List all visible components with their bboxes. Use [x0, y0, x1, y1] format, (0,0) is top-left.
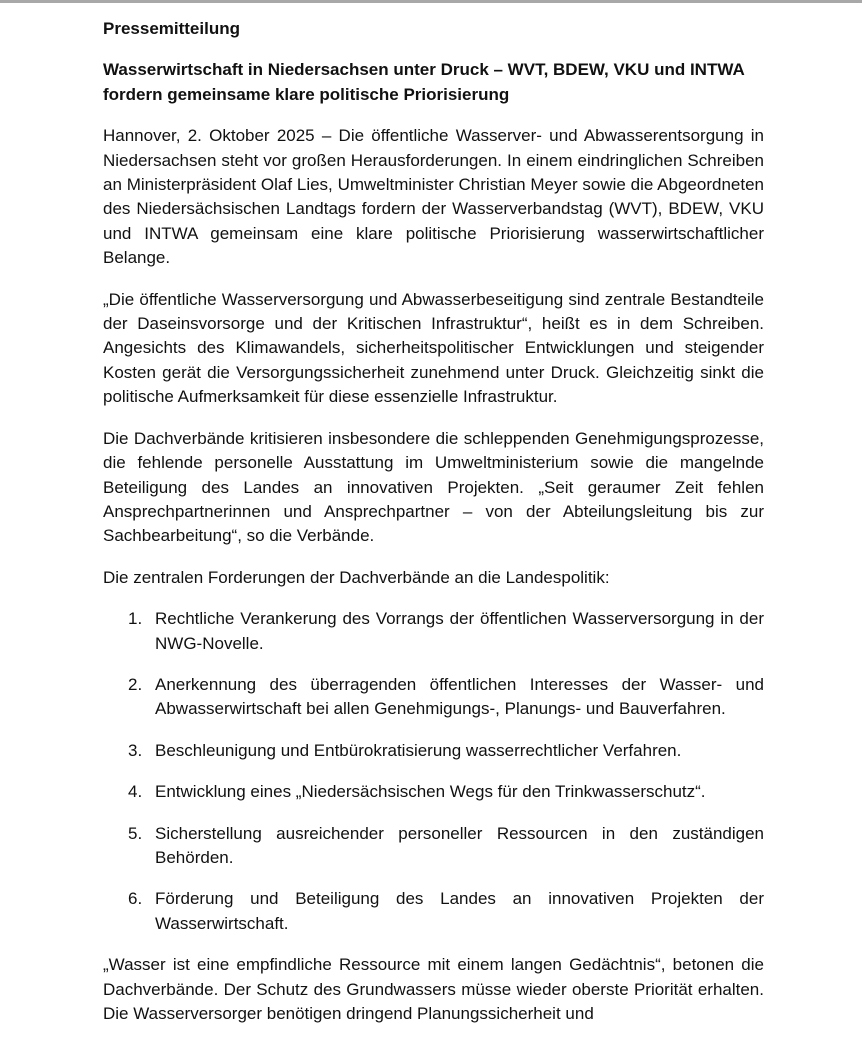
list-item-number: 3. — [128, 740, 143, 760]
document-page — [103, 17, 764, 1043]
list-item-number: 4. — [128, 782, 143, 802]
page-top-border — [0, 0, 862, 3]
criticism-paragraph: Die Dachverbände kritisieren insbesondere die schleppenden Genehmigungsprozesse, die fehlende personelle Ausstattung im Umweltministerium sowie die mangelnde Beteiligung des Landes an innovativen Projekten. „Seit geraumer Zeit fehlen Ansprechpartnerinnen und Ansprechpartner – von der Abteilungsleitung bis zur Sachbearbeitung“, so die Verbände. — [103, 428, 764, 546]
quote-paragraph: „Die öffentliche Wasserversorgung und Abwasserbeseitigung sind zentrale Bestandteile der Daseinsvorsorge und der Kritischen Infrastruktur“, heißt es in dem Schreiben. Angesichts des Klimawandels, sicherheitspolitischer Entwicklungen und steigender Kosten gerät die Versorgungssicherheit zunehmend unter Druck. Gleichzeitig sinkt die politische Aufmerksamkeit für diese essenzielle Infrastruktur. — [103, 289, 764, 407]
list-item-text: Anerkennung des überragenden öffentlichen Interesses der Wasser- und Abwasserwirtschaft bei allen Genehmigungs-, Planungs- und Bauverfahren. — [155, 674, 764, 719]
list-item-number: 1. — [128, 609, 143, 629]
intro-paragraph: Hannover, 2. Oktober 2025 – Die öffentliche Wasserver- und Abwasserentsorgung in Niedersachsen steht vor großen Herausforderungen. In einem eindringlichen Schreiben an Ministerpräsident Olaf Lies, Umweltminister Christian Meyer sowie die Abgeordneten des Niedersächsischen Landtags fordern der Wasserverbandstag (WVT), BDEW, VKU und INTWA gemeinsam eine klare politische Priorisierung wasserwirtschaftlicher Belange. — [103, 126, 764, 268]
closing-paragraph: „Wasser ist eine empfindliche Ressource mit einem langen Gedächtnis“, betonen die Dachverbände. Der Schutz des Grundwassers müsse wieder oberste Priorität erhalten. Die Wasserversorger benötigen dringend Planungssicherheit und — [103, 955, 764, 1023]
list-item-text: Förderung und Beteiligung des Landes an innovativen Projekten der Wasserwirtschaft. — [155, 889, 764, 933]
list-item — [103, 780, 764, 804]
list-item — [103, 673, 764, 722]
list-item-number: 6. — [128, 889, 143, 909]
demands-list — [103, 607, 764, 936]
demands-intro: Die zentralen Forderungen der Dachverbände an die Landespolitik: — [103, 567, 610, 587]
list-item-number: 5. — [128, 823, 143, 843]
list-item — [103, 822, 764, 871]
list-item — [103, 607, 764, 656]
document-type-label: Pressemitteilung — [103, 19, 240, 38]
list-item — [103, 739, 764, 763]
list-item-text: Entwicklung eines „Niedersächsischen Wegs für den Trinkwasserschutz“. — [155, 782, 706, 802]
list-item-text: Rechtliche Verankerung des Vorrangs der öffentlichen Wasserversorgung in der NWG-Novelle. — [155, 609, 764, 653]
list-item-number: 2. — [128, 674, 143, 694]
list-item-text: Beschleunigung und Entbürokratisierung wasserrechtlicher Verfahren. — [155, 740, 682, 760]
press-release-headline: Wasserwirtschaft in Niedersachsen unter Druck – WVT, BDEW, VKU und INTWA fordern gemeinsame klare politische Priorisierung — [103, 60, 745, 104]
list-item — [103, 887, 764, 936]
list-item-text: Sicherstellung ausreichender personeller Ressourcen in den zuständigen Behörden. — [155, 823, 764, 867]
